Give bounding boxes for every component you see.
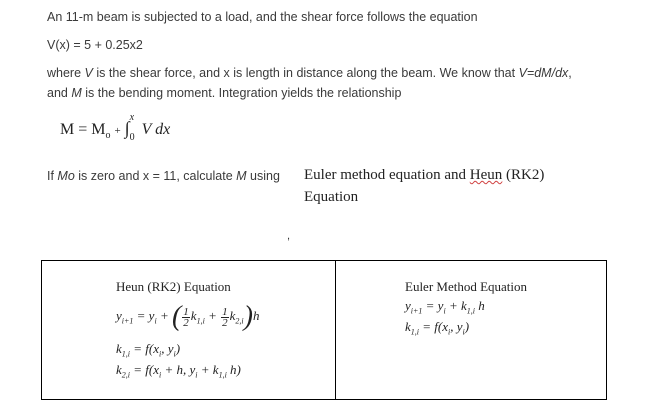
stray-mark: ,	[287, 230, 291, 242]
euler-eq-k1: $k_{1,i} = f(x_i$, $y_i$)	[405, 319, 470, 337]
problem-line-3: where V is the shear force, and x is length in distance along the beam. We know that V=dM/dx,	[47, 66, 572, 80]
problem-line-4: and M is the bending moment. Integration yields the relationship	[47, 86, 402, 100]
heun-eq-y: $y_{i+1} = y_i$ + ( $\frac{1}{2}$ $k_{1,i}$ + $\frac{1}{2}$ $k_{2,i})h$	[116, 301, 260, 333]
euler-title: Euler Method Equation	[405, 279, 528, 294]
shear-equation: V(x) = 5 + 0.25x2	[47, 38, 143, 52]
question-equation-word: Equation	[304, 189, 359, 205]
heun-eq-k1: $k_{1,i} = f(x_i$, $y_i$)	[116, 341, 181, 359]
moment-formula: $M = M_o$ + ∫ x 0 V dx	[60, 112, 171, 143]
heun-title: Heun (RK2) Equation	[116, 279, 231, 294]
table-divider	[335, 261, 336, 399]
problem-line-1: An 11-m beam is subjected to a load, and the shear force follows the equation	[47, 10, 478, 24]
heun-eq-k2: $k_{2,i} = f(x_i + h$, $y_i + k_{1,i}$ h)	[116, 362, 241, 380]
question-line: If Mo is zero and x = 11, calculate M using	[47, 169, 280, 183]
euler-eq-y: $y_{i+1} = y_i + k_{1,i}$ h	[405, 298, 485, 316]
question-methods: Euler method equation and Heun (RK2)	[304, 167, 545, 183]
equations-table	[41, 260, 607, 400]
